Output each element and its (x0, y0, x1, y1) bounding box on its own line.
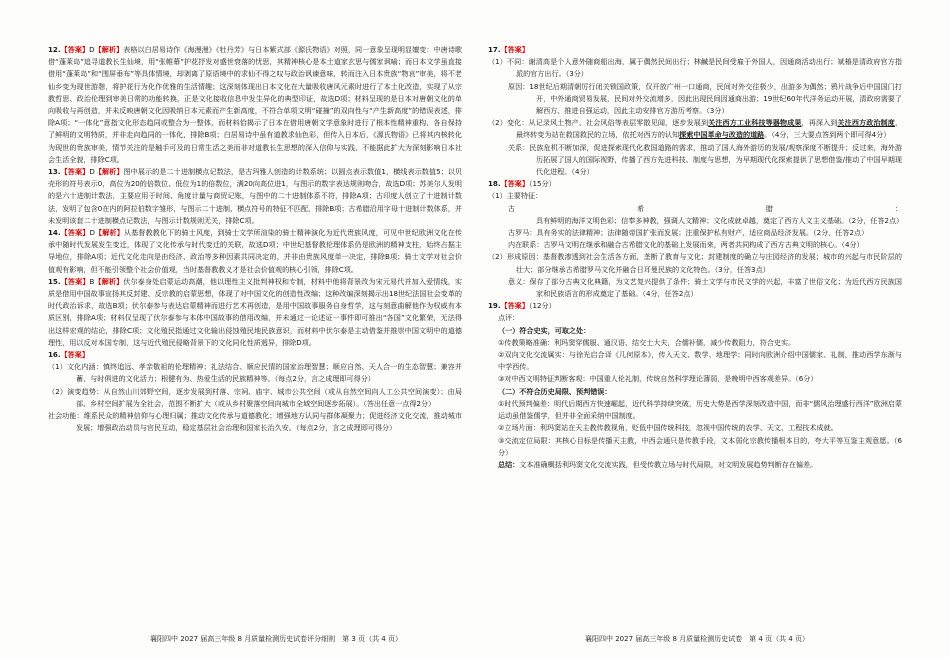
q16-part3-text: 维系民众的精神信仰与心理归属；推动文化传承与道德教化；增强地方认同与群体凝聚力；促进经济文化交流，推动城市发展；增强政治动员与官民互动，稳定基层社会治理和国家长治久安。（每点2分，言之成理即可得分） (76, 411, 463, 433)
q18-rome (488, 227, 902, 239)
q16-part2-text: 从自然山川郊野空间，逐步发展到村落、宗祠、庙宇、城市公共空间（或从自然空间向人工公共空间演变）；由局部、乡村空间扩展为全社会，范围不断扩大（或从乡村聚落空间向城市全域空间逐步拓展）。（答出任意一点得2分） (76, 386, 462, 408)
q19-summary (488, 459, 902, 471)
q17-relation (488, 142, 902, 179)
q17-part2-text-a: 从记录风土物产、社会风俗等表层零散见闻，逐步发展到 (528, 118, 709, 128)
right-column (488, 44, 902, 471)
answer-tag: 【答案】 (60, 228, 90, 238)
answer-tag: 【答案】 (60, 45, 90, 54)
q18-significance (488, 276, 902, 300)
answer-tag: 【答案】 (60, 276, 90, 286)
q17-part2-text-d: 。（4分，三大要点答到两个即可得4分） (764, 130, 891, 140)
q17-part1 (488, 56, 902, 80)
q13-paragraph (48, 166, 462, 227)
q17-header (488, 44, 902, 56)
q17-part2 (488, 117, 902, 141)
q19-heading-1: （一）符合史实，可取之处： (498, 325, 591, 335)
q14-analysis: 从基督教教化下的骑士风度，到骑士文学所渲染的骑士精神演化为近代贵族风度，可见中世纪欧洲文化在传承中随时代发展发生变迁，体现了文化传承与时代变迁的关联，故选D项；中世纪基督教伦理体系仍是欧洲的精神支柱，始终占据主导地位，排除A项；近代文化走向是由经济、政治等多种因素共同决定的，并非由贵族风度单一决定，排除B项；骑士文学对社会价值观有影响，但不能引领整个社会价值观，当时基督教教义才是社会价值观的核心引领，排除C项。 (48, 228, 463, 274)
q18-part1-label (488, 190, 902, 202)
q17-reason-label: 原因： (508, 81, 530, 91)
analysis-tag: 【解析】 (94, 228, 124, 238)
q17-key-point-2: 关注西方政治制度 (837, 118, 895, 128)
q12-analysis: 表格以白居易诗作《海漫漫》《牡丹芳》与日本紫式部《源氏物语》对照，同一意象呈现明显嬗变：中唐诗歌借“蓬莱岛”追寻道教长生仙境，用“张帷幕”护花抒发对盛世衰落的忧思，其精神核心是本土道家玄思与儒家讽喻；而日本文学虽直接借用“蓬莱岛”和“围屏垂布”等具体情境，却剥离了原语境中的求仙不得之叹与政治讽谏意味，转而注入日本贵族“物哀”审美，将不老仙乡变为现世游憩，将护花行为化作优雅的生活情趣；这深刻体现出日本文化在大量吸收唐风元素时进行了本土化改造，实现了从宗教哲思、政治伦理到审美日常的功能转换，正是文化接收信息中发生异化的典型印证，故选D项；材料呈现的是日本对唐朝文化的单向吸收与再创造，并未反映唐朝文化因吸纳日本元素而产生新高度，不符合单项文明“碰撞”的双向性与“产生新高度”的错误表述，排除A项；“一体化”意指文化形态趋同或整合为一整体，而材料恰揭示了日本在借用唐朝文学意象时进行了根本性精神重构，各自保持了鲜明的文明特质，并非走向趋同的一体化，排除B项；白居易诗中虽有道教求仙色彩，但传入日本后，《源氏物语》已将其内核转化为现世的贵族审美，情节关注的是触手可及的日常生活之美而非对道教长生思想的深入信仰与实践，不能据此扩大为深刻影响日本社会生活全貌，排除C项。 (48, 45, 463, 164)
question-18 (488, 178, 902, 300)
q16-part2-label: （2）演变趋势： (48, 386, 104, 396)
q17-reason (488, 81, 902, 118)
q18-greece-label: 古希腊： (508, 203, 902, 213)
q12-paragraph (48, 44, 462, 166)
q19-item-3: ③对中西文明特征判断客观：中国重人伦礼制，传统自然科学理论薄弱，是晚明中西客观差异。（6分） (498, 374, 818, 384)
q18-link-label: 内在联系： (508, 240, 544, 250)
q13-answer: D (89, 167, 95, 177)
analysis-tag: 【解析】 (94, 276, 124, 286)
q16-part1-label: （1）文化内涵： (48, 362, 103, 372)
q19-summary-text: 文本准确概括利玛窦文化交流实践，但受传教立场与时代局限，对文明发展趋势判断存在偏差。 (519, 459, 818, 469)
answer-tag: 【答案】 (500, 179, 529, 189)
question-19 (488, 300, 902, 471)
q19-summary-label: 总结： (498, 459, 520, 469)
q17-part2-text-b: ，再深入到 (801, 118, 838, 128)
q18-part2-label: （2）形成原因： (488, 252, 543, 262)
q16-part3-label: 社会功能： (48, 411, 84, 421)
q19-header (488, 300, 902, 312)
answer-tag: 【答案】 (60, 350, 89, 360)
q14-paragraph (48, 227, 462, 276)
footer-right: 襄阳四中 2027 届高三年级 8 月质量检测历史试卷 第 4 页（共 4 页） (585, 635, 809, 643)
q17-part2-label: （2）变化： (488, 118, 529, 128)
answer-tag: 【答案】 (500, 45, 529, 54)
q16-part1 (48, 361, 462, 385)
q18-part1-label-text: （1）主要特征： (488, 191, 543, 201)
analysis-tag: 【解析】 (94, 45, 124, 54)
q17-relation-text: 民族危机不断加深，促进探索现代化救国道路的需求，推动了国人海外游历的发展/观察深度不断提升；反过来，海外游历拓展了国人的国际视野，传播了西方先进科技、制度与思想，为早期现代化探索提供了思想借鉴/推动了中国早期现代化进程。（4分） (529, 142, 903, 177)
q19-item-5: ②立场片面：利玛窦站在天主教传教视角，贬低中国传统科技，忽视中国传统的农学、天文、工程技术成就。 (498, 423, 838, 433)
q16-header (48, 349, 462, 361)
q18-number: 18. (488, 179, 501, 189)
q15-answer: B (89, 276, 95, 286)
q18-significance-label: 意义： (508, 276, 530, 286)
q15-analysis: 伏尔泰身处启蒙运动高潮，他以理性主义批判神权和专制，材料中他将背景改为宋元易代并加入爱情线，实质是借用中国故事宣扬其反封建、反宗教的启蒙思想，体现了对中国文化的创造性改编；这种改编深刻揭示出18世纪法国社会变革的时代政治诉求，故选B项；伏尔泰参与表达启蒙精神而进行艺术再创造，是用中国故事服务自身哲学，这与刻意曲解他作为权威有本质区别，排除A项；材料仅呈现了伏尔泰参与本体中国故事的借用改编，并未通过一论述证一事件即可推出“各国”文化繁荣，无法得出这样宏观的结论，排除C项；文化殖民指通过文化输出侵蚀殖民地民族意识，而材料中伏尔泰是主动借鉴并推崇中国文明中的道德理性，用以反对本国专制，这与近代殖民侵略背景下的文化同化性质迥异，排除D项。 (48, 276, 463, 347)
q19-item-2: ②双向文化交流属实：与徐光启合译《几何原本》，传入天文、数学、地理学；同时向欧洲介绍中国儒家、礼制，推动西学东渐与中学西传。 (498, 350, 902, 372)
q19-item-1: ①传教策略准确：利玛窦穿儒服、通汉语、结交士大夫，合儒补儒，减少传教阻力，符合史实。 (498, 337, 796, 347)
q17-key-point-3: 探索中国革命与改造的道路 (679, 130, 765, 140)
left-column (48, 44, 462, 435)
footer-left: 襄阳四中 2027 届高三年级 8 月质量检测历史试卷评分细则 第 3 页（共 4 页） (150, 635, 402, 643)
q19-score: （12分） (528, 301, 556, 311)
q14-answer: D (89, 228, 95, 238)
q17-number: 17. (488, 45, 501, 54)
q19-point-label-text: 点评： (498, 313, 520, 323)
question-16 (48, 349, 462, 434)
q18-header (488, 178, 902, 190)
q18-greece-text: 具有鲜明的海洋文明色彩；信奉多神教，强调人文精神；文化成就卓越，奠定了西方人文主义基础。（2分，任答2点） (536, 215, 904, 225)
q19-item-6: ③交流定位局限：其核心目标是传播天主教，中西会通只是传教手段，文本弱化宗教传播根本目的，夸大平等互鉴主观意愿。（6分） (498, 435, 902, 457)
q18-part2-text: 基督教渗透到社会生活各方面，垄断了教育与文化；封建制度的确立与庄园经济的发展；城市的兴起与市民阶层的壮大；部分继承古希腊罗马文化并融合日耳曼民族的文化特色。（3分，任答3点） (516, 252, 902, 274)
q17-part1-text: 谢清高是个人意外随商船出海，属于偶然民间出行；林鹹是民间受雇于外国人，因通商活动出行；斌椿是清政府官方指派的官方出行。（3分） (516, 57, 903, 79)
q19-point-label (488, 312, 902, 324)
q15-paragraph (48, 276, 462, 349)
q18-significance-text: 保存了部分古典文化典籍，为文艺复兴提供了条件；骑士文学与市民文学的兴起，丰富了世俗文化；为近代西方民族国家和民族语言的形成奠定了基础。（4分，任答2点） (529, 276, 903, 299)
question-13 (48, 166, 462, 227)
q13-analysis: 图中展示的是二十进制横点记数法，是古玛雅人创造的计数系统；以圆点表示数值1，横线表示数值5；以贝壳形的符号表示0，高位为20的倍数位、低位为1的倍数位，满20向高位进1，与图示的数字表达规则吻合，故选D项；苏美尔人发明的是六十进制计数法，主要应用于时间、角度计量与商贸记账，与图中的二十进制体系不符，排除A项；古印度人创立了十进制计数法，发明了包含0在内的阿拉伯数字雏形，与图示二十进制、横点符号的特征不匹配，排除B项；古希腊沿用字母十进制计数体系，并未发明该套二十进制横点记数法，与图示计数规则无关，排除C项。 (48, 167, 463, 225)
answer-tag: 【答案】 (500, 301, 529, 311)
question-12 (48, 44, 462, 166)
q16-part1-text: 慎终追远、孝亲敬祖的伦理精神；礼法结合、顺应民情的国家治理智慧；顺应自然、天人合一的生态智慧；兼容并蓄、与时俱进的文化活力；根健有为、热爱生活的民族精神等。（每点2分，言之成理即可得分） (76, 362, 462, 384)
q12-number: 12. (48, 45, 61, 54)
q14-number: 14. (48, 228, 61, 238)
q18-part2 (488, 251, 902, 275)
question-15 (48, 276, 462, 349)
q16-part2 (48, 386, 462, 410)
q17-reason-text: 18世纪后期清朝厉行闭关锁国政策，仅开放广州一口通商，民间对外交往极少，出游多为偶然；鸦片战争后中国国门打开，中外通商贸易发展，民间对外交流增多，因此出现民间因通商出游；19世纪60年代洋务运动开展，清政府需要了解西方、推进自强运动，因此主动安排官方游历考察。（3分） (529, 81, 902, 116)
q18-score: （15分） (528, 179, 556, 189)
q16-part3 (48, 410, 462, 434)
answer-tag: 【答案】 (60, 167, 90, 177)
q16-number: 16. (48, 350, 61, 360)
q13-number: 13. (48, 167, 61, 177)
q18-link (488, 239, 902, 251)
q15-number: 15. (48, 276, 61, 286)
q18-link-text: 古罗马文明在继承和融合古希腊文化的基础上发展而来，两者共同构成了西方古典文明的核心。（4分） (543, 240, 864, 250)
q19-number: 19. (488, 301, 501, 311)
q19-item-4: ①时代预判偏差：明代后期西方快速崛起，近代科学持续突破，历史大势是西学深刻改造中国，而非“儒风治理盛行西洋”欧洲启蒙运动虽借鉴儒学，但并非全面采纳中国制度。 (498, 398, 902, 421)
q18-rome-label: 古罗马： (508, 228, 537, 238)
q19-heading-2: （二）不符合历史局限、预判错误： (498, 386, 612, 396)
question-14 (48, 227, 462, 276)
q17-relation-label: 关系： (508, 142, 530, 152)
q18-greece (488, 203, 902, 227)
q18-rome-text: 具有务实的法律精神；法律随帝国扩张而发展；注重保护私有财产，适应商品经济发展。（2分，任答2点） (536, 228, 869, 238)
q17-part1-label: （1）不同： (488, 57, 529, 67)
analysis-tag: 【解析】 (94, 167, 124, 177)
q17-key-point-1: 关注西方工业科技等器物成果 (708, 118, 802, 128)
q12-answer: D (89, 45, 95, 54)
question-17 (488, 44, 902, 178)
q17-part2-text-c: ，最终转变为站在救国救民的立场，依托对西方的认知 (516, 118, 903, 140)
